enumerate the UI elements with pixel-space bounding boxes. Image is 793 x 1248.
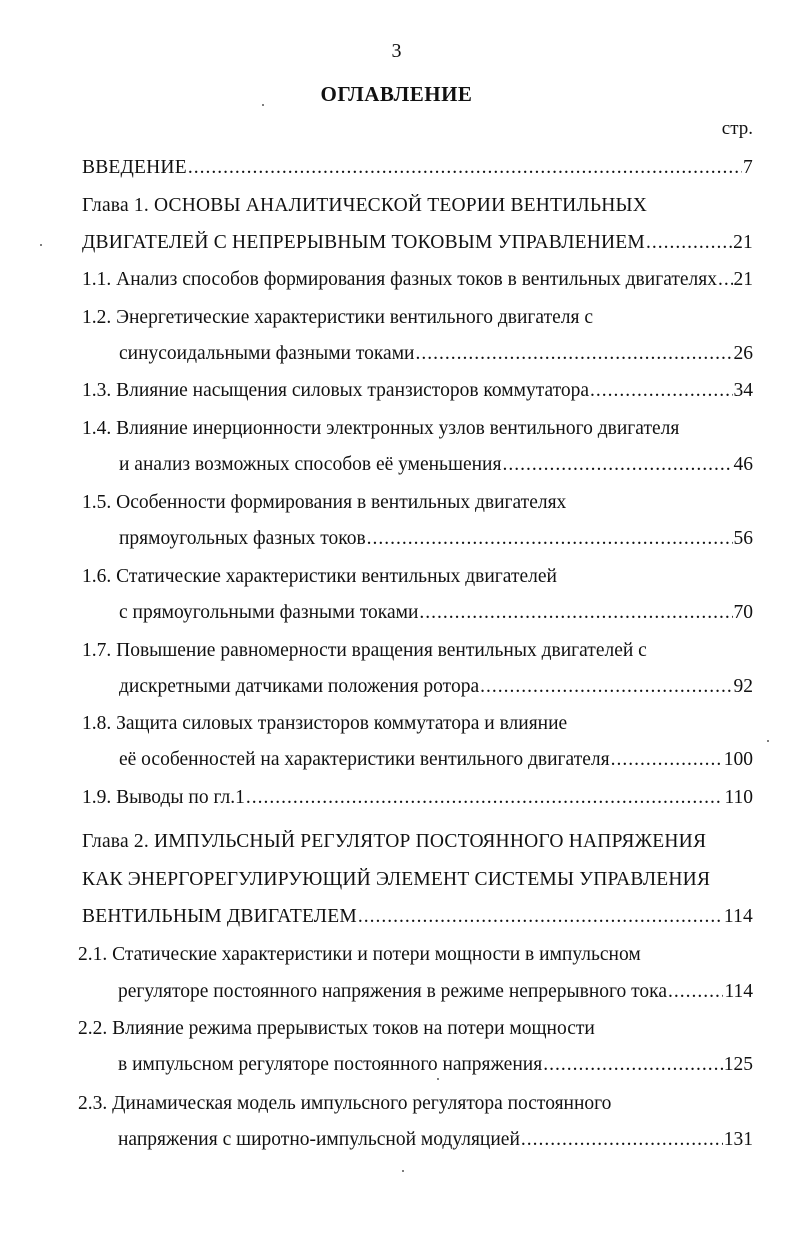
toc-entry-text: 1.5. Особенности формирования в вентильных двигателях [82, 492, 567, 513]
toc-entry-text: напряжения с широтно-импульсной модуляцией [118, 1129, 520, 1150]
leader-dots [419, 599, 732, 627]
toc-chapter-2-line-3 [82, 903, 753, 931]
toc-page-number: 100 [723, 749, 753, 770]
leader-dots [668, 978, 723, 1006]
toc-section-1-9 [82, 784, 753, 812]
toc-page-number: 46 [733, 454, 753, 475]
toc-page-number: 70 [733, 602, 753, 623]
toc-entry-text: 1.8. Защита силовых транзисторов коммутатора и влияние [82, 713, 568, 734]
toc-page-number: 7 [743, 157, 753, 178]
toc-page-number: 114 [723, 906, 753, 927]
toc-entry-text: ВВЕДЕНИЕ [82, 157, 187, 178]
toc-chapter-1-line-2 [82, 229, 753, 257]
toc-page-number: 125 [723, 1054, 753, 1075]
leader-dots [358, 903, 723, 931]
toc-entry-text: её особенностей на характеристики вентильного двигателя [119, 749, 610, 770]
toc-section-2-3-line-2 [118, 1126, 753, 1154]
toc-section-1-2-line-2 [119, 340, 753, 368]
toc-section-2-2-line-2 [118, 1051, 753, 1079]
toc-section-1-4-line-1 [82, 415, 679, 443]
toc-entry-text: 1.4. Влияние инерционности электронных узлов вентильного двигателя [82, 418, 680, 439]
toc-section-2-2-line-1 [78, 1015, 595, 1043]
toc-entry-intro [82, 154, 753, 182]
toc-page-number: 21 [733, 269, 753, 290]
toc-section-1-6-line-2 [119, 599, 753, 627]
toc-entry-text: 1.9. Выводы по гл.1 [82, 787, 245, 808]
toc-entry-text: регуляторе постоянного напряжения в режиме непрерывного тока [118, 981, 667, 1002]
toc-chapter-2-line-1 [82, 828, 706, 856]
toc-section-2-1-line-1 [78, 941, 641, 969]
toc-entry-text: прямоугольных фазных токов [119, 528, 366, 549]
toc-page-number: 56 [733, 528, 753, 549]
leader-dots [543, 1051, 723, 1079]
leader-dots [246, 784, 724, 812]
scan-speck [437, 1078, 439, 1080]
scan-speck [40, 244, 42, 246]
toc-entry-text: в импульсном регуляторе постоянного напряжения [118, 1054, 543, 1075]
toc-chapter-2-line-2 [82, 866, 710, 894]
toc-section-1-7-line-2 [119, 673, 753, 701]
leader-dots [718, 266, 733, 294]
toc-section-1-8-line-1 [82, 710, 567, 738]
toc-section-1-8-line-2 [119, 746, 753, 774]
toc-section-1-1 [82, 266, 753, 294]
toc-entry-text: синусоидальными фазными токами [119, 343, 415, 364]
toc-section-1-7-line-1 [82, 637, 647, 665]
leader-dots [611, 746, 723, 774]
leader-dots [521, 1126, 723, 1154]
toc-page-number: 92 [733, 676, 753, 697]
toc-entry-text: ВЕНТИЛЬНЫМ ДВИГАТЕЛЕМ [82, 906, 357, 927]
toc-entry-text: Глава 1. ОСНОВЫ АНАЛИТИЧЕСКОЙ ТЕОРИИ ВЕНТИЛЬНЫХ [82, 195, 648, 216]
toc-entry-text: 1.1. Анализ способов формирования фазных токов в вентильных двигателях [82, 269, 717, 290]
toc-section-1-5-line-2 [119, 525, 753, 553]
toc-page-number: 110 [724, 787, 753, 808]
leader-dots [502, 451, 732, 479]
toc-page-number: 21 [733, 232, 753, 253]
toc-entry-text: с прямоугольными фазными токами [119, 602, 419, 623]
toc-entry-text: 2.2. Влияние режима прерывистых токов на потери мощности [78, 1018, 595, 1039]
toc-section-1-4-line-2 [119, 451, 753, 479]
leader-dots [646, 229, 732, 257]
leader-dots [480, 673, 732, 701]
toc-section-1-5-line-1 [82, 489, 566, 517]
toc-entry-text: 1.6. Статические характеристики вентильных двигателей [82, 566, 557, 587]
toc-section-1-2-line-1 [82, 304, 593, 332]
toc-entry-text: 1.2. Энергетические характеристики вентильного двигателя с [82, 307, 593, 328]
leader-dots [367, 525, 733, 553]
toc-entry-text: Глава 2. ИМПУЛЬСНЫЙ РЕГУЛЯТОР ПОСТОЯННОГО НАПРЯЖЕНИЯ [82, 831, 707, 852]
toc-entry-text: 1.7. Повышение равномерности вращения вентильных двигателей с [82, 640, 647, 661]
toc-page-number: 114 [724, 981, 753, 1002]
toc-chapter-1-line-1 [82, 192, 647, 220]
toc-section-1-6-line-1 [82, 563, 557, 591]
toc-section-1-3 [82, 377, 753, 405]
leader-dots [188, 154, 742, 182]
leader-dots [590, 377, 732, 405]
toc-page-number: 131 [723, 1129, 753, 1150]
toc-entry-text: дискретными датчиками положения ротора [119, 676, 480, 697]
toc-section-2-3-line-1 [78, 1090, 611, 1118]
toc-page-number: 26 [733, 343, 753, 364]
toc-entry-text: 2.1. Статические характеристики и потери мощности в импульсном [78, 944, 641, 965]
leader-dots [415, 340, 732, 368]
toc-entry-text: 2.3. Динамическая модель импульсного регулятора постоянного [78, 1093, 612, 1114]
page-column-label: стр. [721, 118, 753, 139]
page-title: ОГЛАВЛЕНИЕ [320, 82, 473, 106]
page-number: 3 [391, 40, 402, 62]
toc-entry-text: ДВИГАТЕЛЕЙ С НЕПРЕРЫВНЫМ ТОКОВЫМ УПРАВЛЕНИЕМ [82, 232, 645, 253]
toc-entry-text: и анализ возможных способов её уменьшения [119, 454, 502, 475]
scan-speck [262, 104, 264, 106]
toc-entry-text: 1.3. Влияние насыщения силовых транзисторов коммутатора [82, 380, 590, 401]
toc-page-number: 34 [733, 380, 753, 401]
toc-entry-text: КАК ЭНЕРГОРЕГУЛИРУЮЩИЙ ЭЛЕМЕНТ СИСТЕМЫ УПРАВЛЕНИЯ [82, 869, 711, 890]
toc-section-2-1-line-2 [118, 978, 753, 1006]
scan-speck [767, 740, 769, 742]
scan-speck [402, 1170, 404, 1172]
